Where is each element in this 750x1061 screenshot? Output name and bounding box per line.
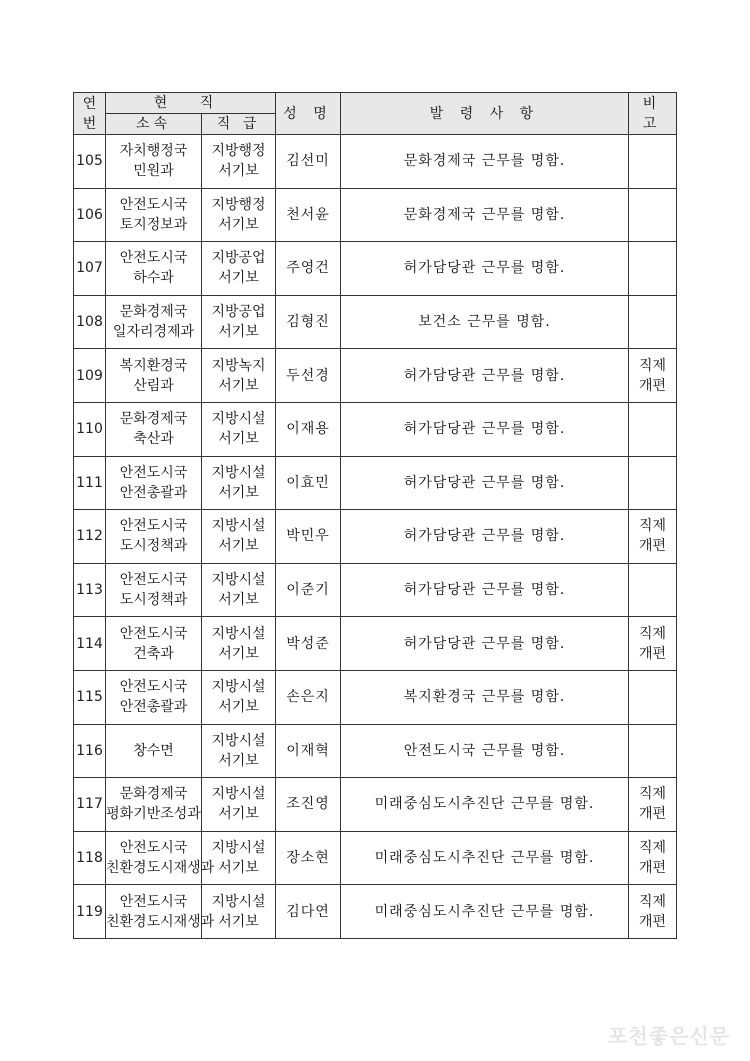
- row-action: 허가담당관 근무를 명함.: [341, 617, 629, 671]
- row-number: 112: [74, 510, 106, 564]
- row-action: 허가담당관 근무를 명함.: [341, 349, 629, 403]
- row-note: [629, 563, 677, 617]
- row-number: 105: [74, 135, 106, 189]
- row-grade: 지방시설 서기보: [202, 617, 276, 671]
- row-department: 안전도시국 친환경도시재생과: [106, 885, 202, 939]
- row-name: 이재혁: [276, 724, 341, 778]
- row-number: 108: [74, 295, 106, 349]
- table-header: [74, 93, 677, 135]
- row-name: 두선경: [276, 349, 341, 403]
- row-grade: 지방시설 서기보: [202, 563, 276, 617]
- row-department: 안전도시국 도시정책과: [106, 510, 202, 564]
- row-action: 안전도시국 근무를 명함.: [341, 724, 629, 778]
- row-department: 안전도시국 건축과: [106, 617, 202, 671]
- row-name: 김형진: [276, 295, 341, 349]
- row-action: 문화경제국 근무를 명함.: [341, 135, 629, 189]
- row-note: 직제 개편: [629, 831, 677, 885]
- row-action: 허가담당관 근무를 명함.: [341, 563, 629, 617]
- table-body: [74, 135, 677, 939]
- row-grade: 지방시설 서기보: [202, 510, 276, 564]
- row-grade: 지방시설 서기보: [202, 831, 276, 885]
- row-department: 안전도시국 도시정책과: [106, 563, 202, 617]
- row-department: 안전도시국 하수과: [106, 242, 202, 296]
- row-number: 106: [74, 188, 106, 242]
- header-serial-number: 연 번: [74, 93, 106, 135]
- row-action: 미래중심도시추진단 근무를 명함.: [341, 778, 629, 832]
- row-name: 천서윤: [276, 188, 341, 242]
- row-grade: 지방녹지 서기보: [202, 349, 276, 403]
- row-note: [629, 242, 677, 296]
- row-name: 박민우: [276, 510, 341, 564]
- row-grade: 지방시설 서기보: [202, 456, 276, 510]
- table-row: [74, 402, 677, 456]
- row-action: 허가담당관 근무를 명함.: [341, 456, 629, 510]
- row-number: 110: [74, 402, 106, 456]
- row-note: [629, 188, 677, 242]
- table-row: [74, 670, 677, 724]
- row-name: 김다연: [276, 885, 341, 939]
- row-action: 미래중심도시추진단 근무를 명함.: [341, 831, 629, 885]
- row-number: 111: [74, 456, 106, 510]
- row-name: 이효민: [276, 456, 341, 510]
- row-department: 안전도시국 토지정보과: [106, 188, 202, 242]
- row-number: 114: [74, 617, 106, 671]
- row-name: 이재용: [276, 402, 341, 456]
- row-department: 문화경제국 축산과: [106, 402, 202, 456]
- table-row: [74, 778, 677, 832]
- row-number: 113: [74, 563, 106, 617]
- table-row: [74, 885, 677, 939]
- table-row: [74, 563, 677, 617]
- row-note: [629, 724, 677, 778]
- row-number: 107: [74, 242, 106, 296]
- table-row: [74, 188, 677, 242]
- row-grade: 지방시설 서기보: [202, 885, 276, 939]
- table-row: [74, 295, 677, 349]
- row-grade: 지방행정 서기보: [202, 188, 276, 242]
- row-note: 직제 개편: [629, 885, 677, 939]
- table-row: [74, 242, 677, 296]
- row-department: 문화경제국 일자리경제과: [106, 295, 202, 349]
- row-number: 117: [74, 778, 106, 832]
- row-grade: 지방시설 서기보: [202, 402, 276, 456]
- row-department: 창수면: [106, 724, 202, 778]
- row-note: 직제 개편: [629, 778, 677, 832]
- row-grade: 지방시설 서기보: [202, 670, 276, 724]
- row-grade: 지방시설 서기보: [202, 724, 276, 778]
- row-action: 보건소 근무를 명함.: [341, 295, 629, 349]
- row-grade: 지방행정 서기보: [202, 135, 276, 189]
- row-action: 미래중심도시추진단 근무를 명함.: [341, 885, 629, 939]
- row-number: 119: [74, 885, 106, 939]
- row-department: 자치행정국 민원과: [106, 135, 202, 189]
- row-name: 박성준: [276, 617, 341, 671]
- row-action: 문화경제국 근무를 명함.: [341, 188, 629, 242]
- row-number: 115: [74, 670, 106, 724]
- row-department: 복지환경국 산림과: [106, 349, 202, 403]
- header-name: 성 명: [276, 93, 341, 135]
- row-action: 허가담당관 근무를 명함.: [341, 242, 629, 296]
- row-department: 안전도시국 안전총괄과: [106, 456, 202, 510]
- row-note: [629, 670, 677, 724]
- table-row: [74, 456, 677, 510]
- row-number: 109: [74, 349, 106, 403]
- table-row: [74, 349, 677, 403]
- row-department: 안전도시국 친환경도시재생과: [106, 831, 202, 885]
- table-row: [74, 724, 677, 778]
- header-action: 발 령 사 항: [341, 93, 629, 135]
- personnel-order-table: [73, 92, 677, 939]
- header-grade: 직 급: [202, 114, 276, 135]
- row-action: 허가담당관 근무를 명함.: [341, 510, 629, 564]
- row-note: [629, 402, 677, 456]
- row-department: 안전도시국 안전총괄과: [106, 670, 202, 724]
- header-current-position: 현 직: [106, 93, 276, 114]
- row-note: 직제 개편: [629, 510, 677, 564]
- row-note: 직제 개편: [629, 349, 677, 403]
- table-row: [74, 617, 677, 671]
- row-name: 장소현: [276, 831, 341, 885]
- row-action: 복지환경국 근무를 명함.: [341, 670, 629, 724]
- table-row: [74, 831, 677, 885]
- row-number: 116: [74, 724, 106, 778]
- header-department: 소속: [106, 114, 202, 135]
- row-name: 주영건: [276, 242, 341, 296]
- row-grade: 지방공업 서기보: [202, 295, 276, 349]
- row-action: 허가담당관 근무를 명함.: [341, 402, 629, 456]
- table-row: [74, 135, 677, 189]
- row-name: 김선미: [276, 135, 341, 189]
- table-row: [74, 510, 677, 564]
- row-note: [629, 295, 677, 349]
- row-grade: 지방공업 서기보: [202, 242, 276, 296]
- row-name: 이준기: [276, 563, 341, 617]
- row-note: [629, 135, 677, 189]
- row-note: [629, 456, 677, 510]
- row-number: 118: [74, 831, 106, 885]
- row-name: 조진영: [276, 778, 341, 832]
- row-department: 문화경제국 평화기반조성과: [106, 778, 202, 832]
- header-note: 비 고: [629, 93, 677, 135]
- row-note: 직제 개편: [629, 617, 677, 671]
- row-grade: 지방시설 서기보: [202, 778, 276, 832]
- newspaper-watermark: 포천좋은신문: [608, 1024, 730, 1048]
- row-name: 손은지: [276, 670, 341, 724]
